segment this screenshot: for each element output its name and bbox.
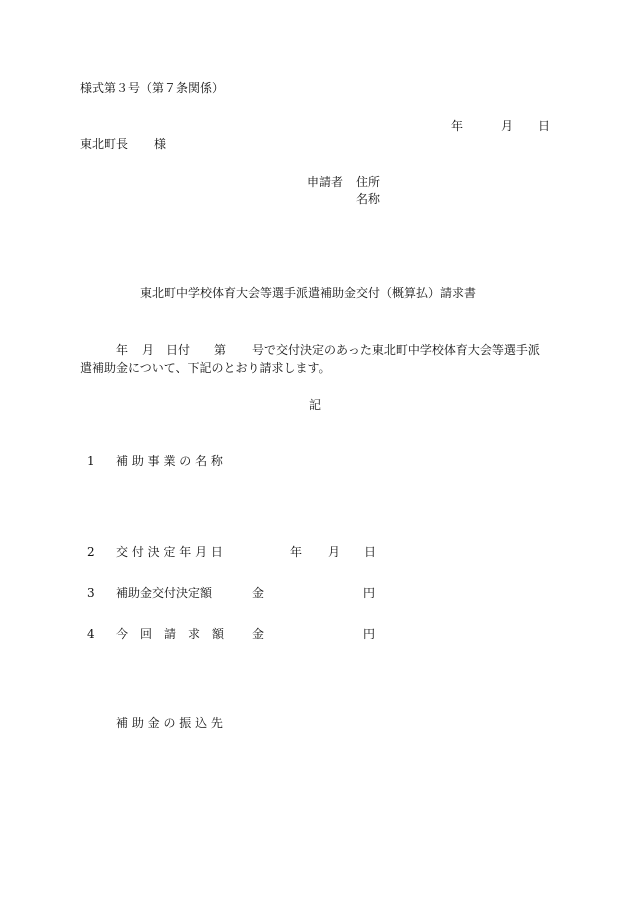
date-header	[451, 120, 551, 134]
addressee-title: 東北町長	[80, 137, 129, 151]
item-3-number: 3	[87, 586, 95, 600]
item-2-day: 日	[364, 545, 377, 559]
body-number-prefix: 第	[214, 343, 227, 357]
body-line-1	[116, 344, 576, 358]
addressee-honorific: 様	[154, 137, 167, 151]
item-3-label: 補助金交付決定額	[116, 586, 213, 600]
document-title: 東北町中学校体育大会等選手派遣補助金交付（概算払）請求書	[140, 286, 477, 300]
item-4-currency-suffix: 円	[363, 627, 376, 641]
item-4-number: 4	[87, 627, 95, 641]
item-3-currency-prefix: 金	[252, 586, 265, 600]
ki-marker: 記	[309, 398, 322, 412]
body-line-2: 遣補助金について、下記のとおり請求します。	[80, 361, 331, 375]
applicant-label: 申請者	[307, 175, 344, 189]
item-2-month: 月	[328, 545, 341, 559]
item-3-currency-suffix: 円	[363, 586, 376, 600]
applicant-name-label: 名称	[356, 192, 381, 206]
body-month: 月	[142, 343, 155, 357]
body-line1-rest: 号で交付決定のあった東北町中学校体育大会等選手派	[252, 343, 540, 357]
applicant-address-label: 住所	[356, 175, 381, 189]
date-day-label: 日	[538, 119, 551, 133]
body-year: 年	[116, 343, 129, 357]
item-4-label: 今 回 請 求 額	[116, 627, 225, 641]
item-1-label: 補 助 事 業 の 名 称	[116, 454, 223, 468]
date-month-label: 月	[501, 119, 514, 133]
item-2-year: 年	[290, 545, 303, 559]
date-year-label: 年	[451, 119, 464, 133]
item-4-currency-prefix: 金	[252, 627, 265, 641]
form-label: 様式第３号（第７条関係）	[80, 81, 225, 95]
body-day-attached: 日付	[166, 343, 191, 357]
item-2-number: 2	[87, 545, 95, 559]
item-2-label: 交 付 決 定 年 月 日	[116, 545, 223, 559]
transfer-destination-label: 補 助 金 の 振 込 先	[116, 716, 223, 730]
item-1-number: 1	[87, 454, 95, 468]
item-2-date	[290, 546, 380, 560]
